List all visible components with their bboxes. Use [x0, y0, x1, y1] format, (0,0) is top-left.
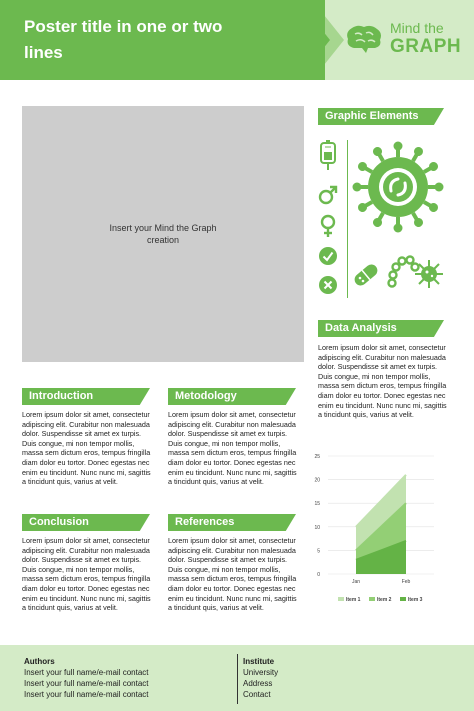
y-tick-label: 5 [317, 548, 320, 555]
author-line: Insert your full name/e-mail contact [24, 668, 149, 677]
introduction-body: Lorem ipsum dolor sit amet, consectetur adipiscing elit. Curabitur non malesuada dolor. Suspendisse sit amet ex turpis. Duis congue, mi non tempor mollis, massa sem dictum eros, tempus fringilla diam dolor eu tortor. Donec egestas nec enim eu tincidunt. Nunc nunc mi, sagittis a tincidunt quis, varius at velit. [22, 410, 151, 487]
author-line: Insert your full name/e-mail contact [24, 690, 149, 699]
y-tick-label: 25 [314, 454, 320, 460]
institute-line: Address [243, 679, 273, 688]
creation-placeholder [22, 106, 304, 362]
cross-circle-icon [319, 276, 337, 294]
logo-text-line2: GRAPH [390, 36, 462, 57]
legend-label: Item 1 [346, 597, 361, 603]
female-symbol-icon [319, 214, 337, 238]
poster-header [0, 0, 474, 80]
area-chart [304, 448, 444, 613]
check-circle-icon [319, 247, 337, 265]
metodology-body: Lorem ipsum dolor sit amet, consectetur adipiscing elit. Curabitur non malesuada dolor. Suspendisse sit amet ex turpis. Duis congue, mi non tempor mollis, massa sem dictum eros, tempus fringilla diam dolor eu tortor. Donec egestas nec enim eu tincidunt. Nunc nunc mi, sagittis a tincidunt quis, varius at velit. [168, 410, 297, 487]
conclusion-body: Lorem ipsum dolor sit amet, consectetur adipiscing elit. Curabitur non malesuada dolor. Suspendisse sit amet ex turpis. Duis congue, mi non tempor mollis, massa sem dictum eros, tempus fringilla diam dolor eu tortor. Donec egestas nec enim eu tincidunt. Nunc nunc mi, sagittis a tincidunt quis, varius at velit. [22, 536, 151, 613]
y-tick-label: 0 [317, 572, 320, 578]
germ-icon [414, 259, 444, 289]
institute-line: University [243, 668, 279, 677]
data-analysis-heading [318, 320, 444, 337]
metodology-heading-text: Metodology [175, 390, 237, 402]
legend-swatch [400, 597, 406, 601]
legend-swatch [369, 597, 375, 601]
graphic-elements-panel [318, 137, 444, 297]
data-analysis-heading-text: Data Analysis [325, 322, 397, 334]
y-tick-label: 20 [314, 477, 320, 484]
graphic-elements-heading [318, 108, 444, 125]
y-tick-label: 10 [314, 524, 320, 531]
graphic-elements-heading-text: Graphic Elements [325, 110, 419, 122]
poster-title: Poster title in one or two lines [24, 17, 223, 62]
author-line: Insert your full name/e-mail contact [24, 679, 149, 688]
x-tick-label: Jan [351, 579, 361, 585]
references-heading [168, 514, 296, 531]
y-tick-label: 15 [314, 501, 320, 508]
logo-text-line1: Mind the [390, 20, 444, 36]
institute-label: Institute [243, 657, 275, 666]
iv-bag-icon [319, 140, 337, 170]
metodology-heading [168, 388, 296, 405]
introduction-heading [22, 388, 150, 405]
institute-line: Contact [243, 690, 271, 699]
virus-icon [352, 141, 444, 233]
x-tick-label: Feb [401, 579, 411, 585]
footer-divider [237, 654, 238, 704]
conclusion-heading-text: Conclusion [29, 516, 89, 528]
legend-label: Item 3 [408, 597, 423, 603]
male-symbol-icon [318, 185, 338, 205]
mind-the-graph-logo [344, 18, 464, 62]
brain-logo-icon [344, 24, 384, 54]
pill-icon [350, 259, 382, 291]
placeholder-text: Insert your Mind the Graph creation [109, 223, 217, 245]
references-body: Lorem ipsum dolor sit amet, consectetur adipiscing elit. Curabitur non malesuada dolor. Suspendisse sit amet ex turpis. Duis congue, mi non tempor mollis, massa sem dictum eros, tempus fringilla diam dolor eu tortor. Donec egestas nec enim eu tincidunt. Nunc nunc mi, sagittis a tincidunt quis, varius at velit. [168, 536, 297, 613]
introduction-heading-text: Introduction [29, 390, 94, 402]
data-analysis-body: Lorem ipsum dolor sit amet, consectetur adipiscing elit. Curabitur non malesuada dolor. Suspendisse sit amet ex turpis. Duis congue, mi non tempor mollis, massa sem dictum eros, tempus fringilla diam dolor eu tortor. Donec egestas nec enim eu tincidunt. Nunc nunc mi, sagittis a tincidunt quis, varius at velit. [318, 343, 447, 420]
legend-swatch [338, 597, 344, 601]
header-arrow [298, 0, 330, 80]
authors-label: Authors [24, 657, 55, 666]
conclusion-heading [22, 514, 150, 531]
references-heading-text: References [175, 516, 235, 528]
legend-label: Item 2 [377, 597, 392, 603]
